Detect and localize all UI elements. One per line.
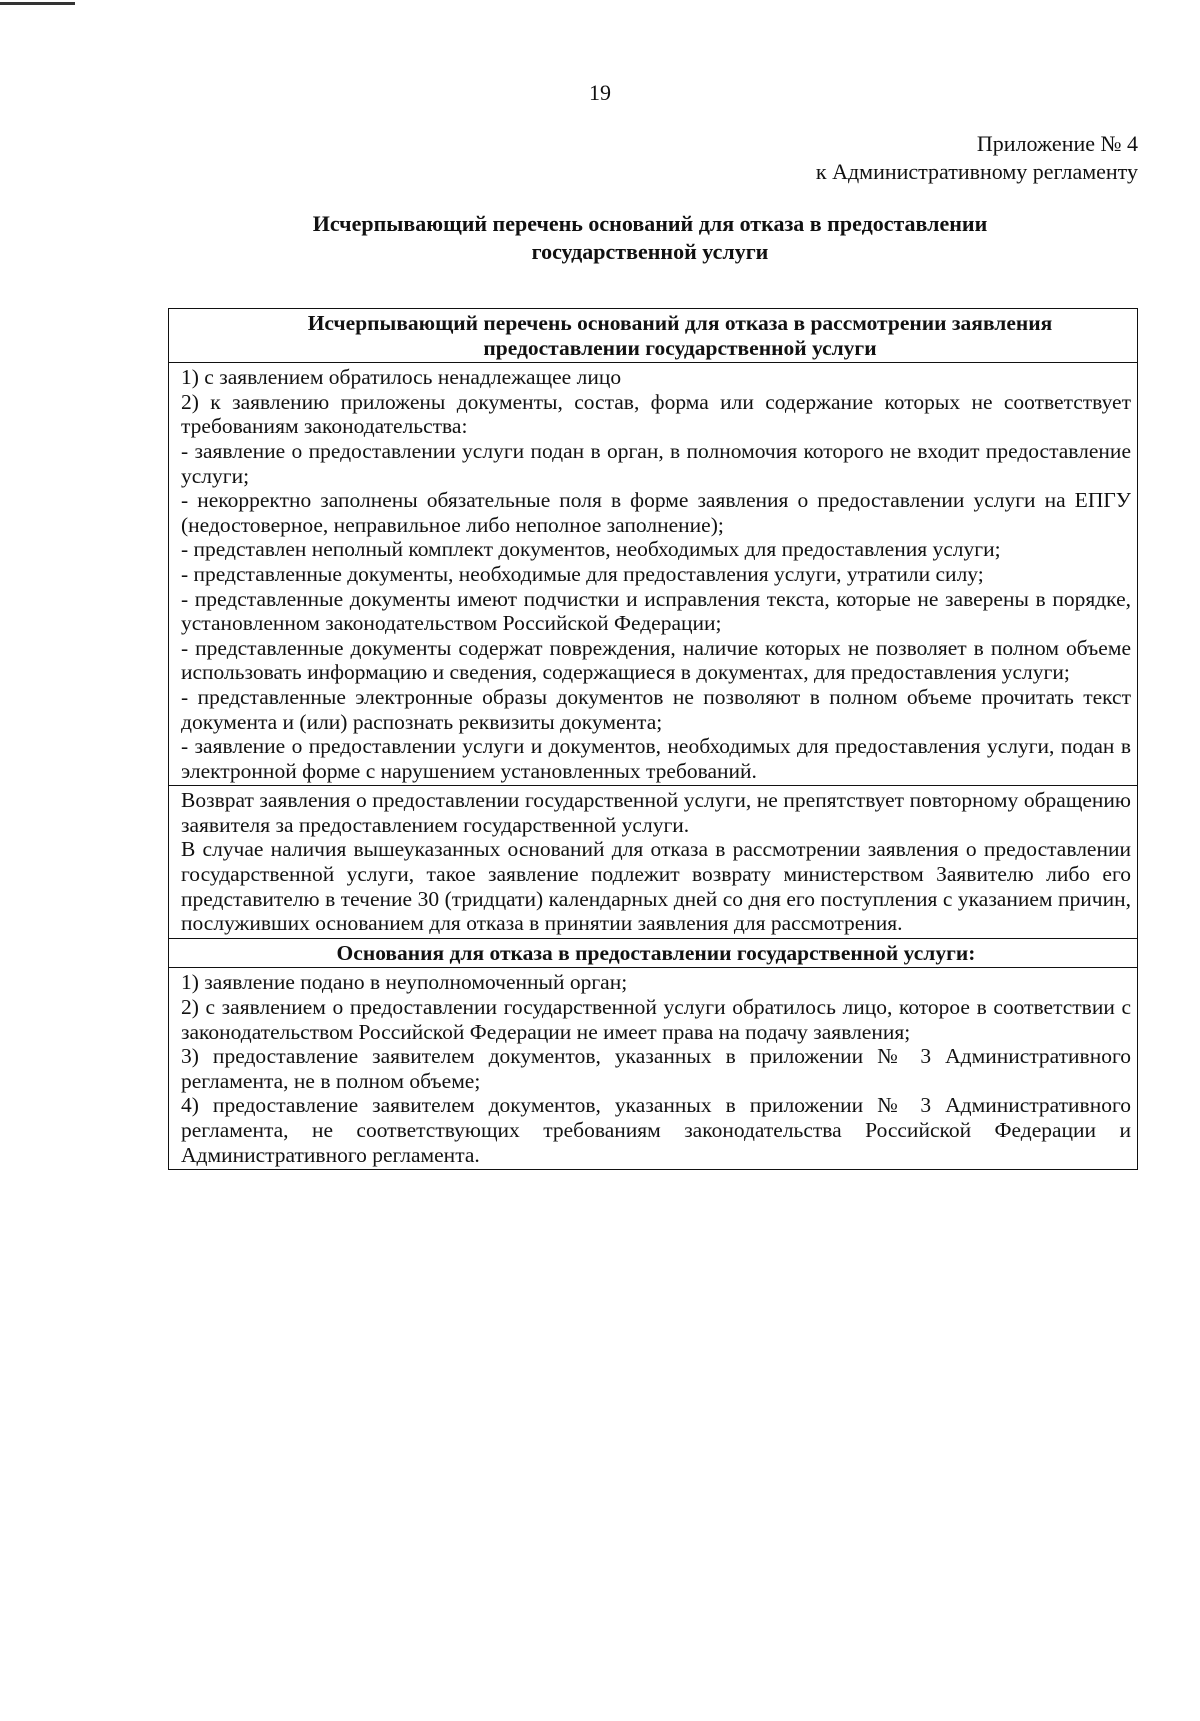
- section2-header: Основания для отказа в предоставлении государственной услуги:: [169, 938, 1138, 968]
- list-item: - заявление о предоставлении услуги подан в орган, в полномочия которого не входит предоставление услуги;: [181, 438, 1131, 488]
- list-item: 3) предоставление заявителем документов, указанных в приложении № 3 Административного регламента, не в полном объеме;: [181, 1044, 1131, 1093]
- list-item: - представленные документы имеют подчистки и исправления текста, которые не заверены в порядке, установленном законодательством Российской Федерации;: [181, 586, 1131, 636]
- list-item: 2) с заявлением о предоставлении государственной услуги обратилось лицо, которое в соответствии с законодательством Российской Федерации не имеет права на подачу заявления;: [181, 995, 1131, 1044]
- list-item: Возврат заявления о предоставлении государственной услуги, не препятствует повторному обращению заявителя за предоставлением государственной услуги.: [181, 788, 1131, 837]
- appendix-line-2: к Административному регламенту: [815, 159, 1138, 184]
- list-item: - заявление о предоставлении услуги и документов, необходимых для предоставления услуги, подан в электронной форме с нарушением установленных требований.: [181, 734, 1131, 783]
- return-notice: [169, 786, 1138, 939]
- list-item: 2) к заявлению приложены документы, состав, форма или содержание которых не соответствует требованиям законодательства:: [181, 389, 1131, 439]
- list-item: В случае наличия вышеуказанных оснований для отказа в рассмотрении заявления о предоставлении государственной услуги, такое заявление подлежит возврату министерством Заявителю либо его представителю в течение 30 (тридцати) календарных дней со дня его поступления с указанием причин, послуживших основанием для отказа в принятии заявления для рассмотрения.: [181, 837, 1131, 936]
- list-item: - представленные документы, необходимые для предоставления услуги, утратили силу;: [181, 561, 984, 586]
- list-item: - представленные документы содержат повреждения, наличие которых не позволяет в полном объеме использовать информацию и сведения, содержащиеся в документах, для предоставления услуги;: [181, 635, 1131, 685]
- section1-header: [169, 309, 1138, 363]
- section1-items: [169, 363, 1138, 786]
- section1-header-line-2: предоставлении государственной услуги: [483, 335, 877, 360]
- page-number: 19: [589, 80, 611, 105]
- appendix-reference: [816, 130, 1138, 186]
- table-row: [169, 309, 1138, 363]
- document-title: [200, 210, 1100, 266]
- list-item: - представлен неполный комплект документов, необходимых для предоставления услуги;: [181, 537, 1001, 562]
- table-row: [169, 363, 1138, 786]
- table-row: [169, 968, 1138, 1170]
- section1-header-line-1: Исчерпывающий перечень оснований для отказа в рассмотрении заявления: [307, 311, 1053, 335]
- table-row: [169, 786, 1138, 939]
- list-item: 4) предоставление заявителем документов, указанных в приложении № 3 Административного регламента, не соответствующих требованиям законодательства Российской Федерации и Административного регламента.: [181, 1093, 1131, 1167]
- document-title-line-1: Исчерпывающий перечень оснований для отказа в предоставлении: [312, 211, 988, 236]
- section2-items: [169, 968, 1138, 1170]
- table-row: [169, 938, 1138, 968]
- list-item: 1) заявление подано в неуполномоченный орган;: [181, 970, 628, 995]
- list-item: 1) с заявлением обратилось ненадлежащее лицо: [181, 365, 622, 390]
- document-title-line-2: государственной услуги: [531, 239, 769, 264]
- scan-edge-mark: [0, 2, 75, 5]
- list-item: - представленные электронные образы документов не позволяют в полном объеме прочитать текст документа и (или) распознать реквизиты документа;: [181, 684, 1131, 734]
- list-item: - некорректно заполнены обязательные поля в форме заявления о предоставлении услуги на ЕПГУ (недостоверное, неправильное либо неполное заполнение);: [181, 488, 1131, 537]
- appendix-line-1: Приложение № 4: [976, 131, 1138, 156]
- grounds-table: [168, 308, 1138, 1170]
